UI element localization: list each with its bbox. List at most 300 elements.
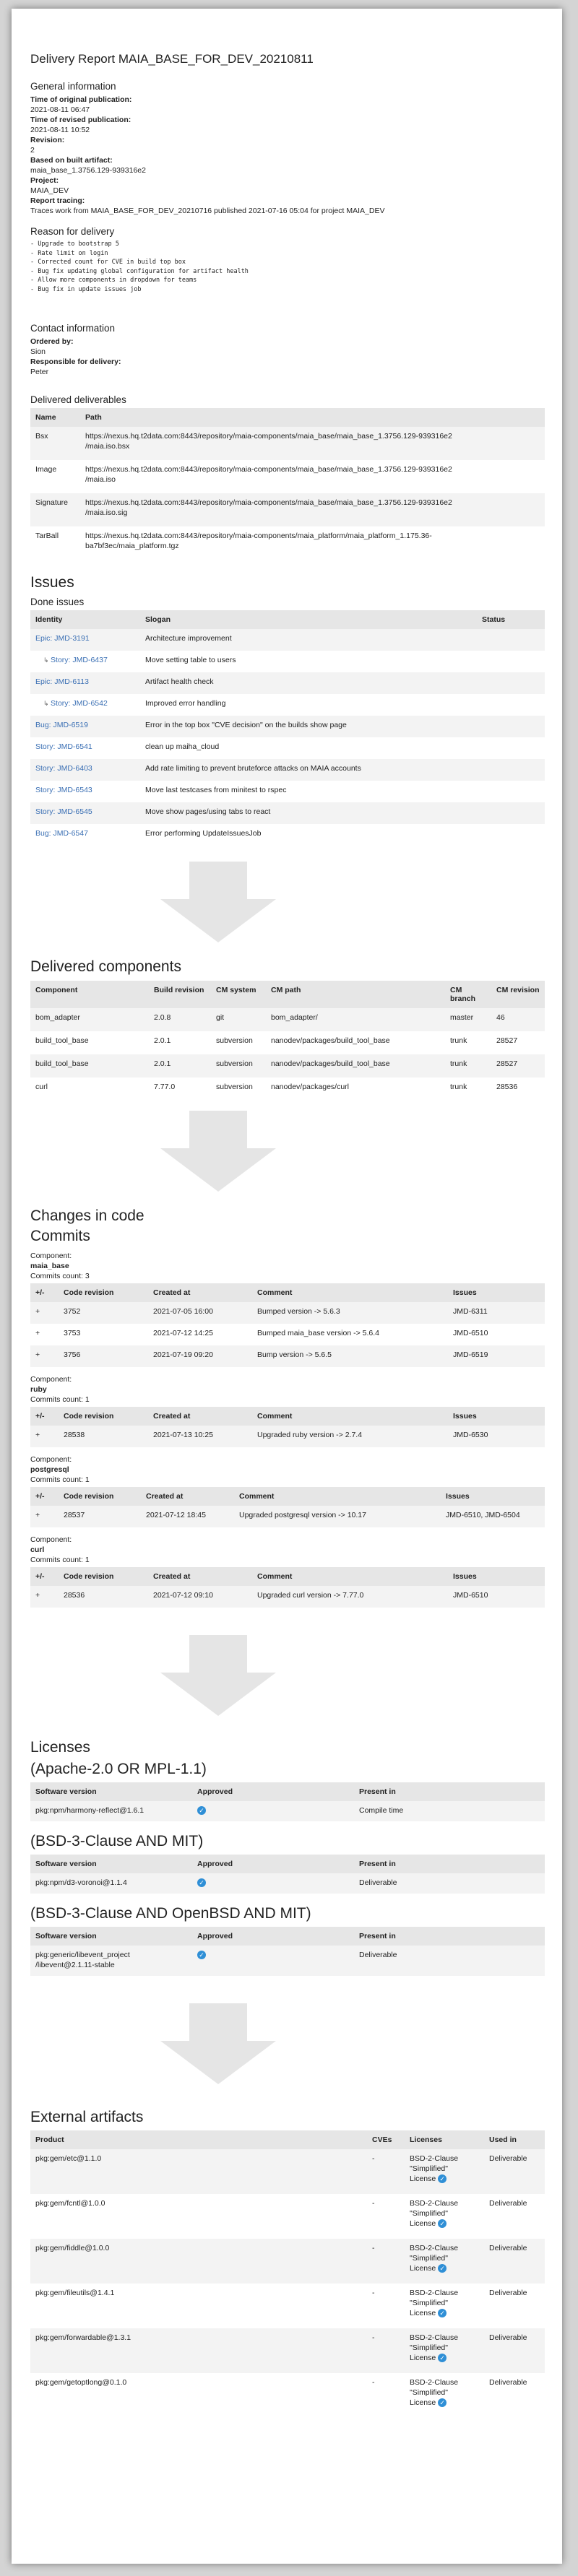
cm-revision: 28527: [496, 1036, 518, 1045]
deliverable-name: Signature: [30, 493, 80, 526]
down-arrow-icon: [160, 862, 276, 942]
commit-comment: Bumped version -> 5.6.3: [252, 1302, 448, 1324]
column-header: Issues: [448, 1567, 545, 1586]
reason-line: - Bug fix updating global configuration for artifact health: [30, 267, 249, 275]
column-header: +/-: [30, 1567, 59, 1586]
issue-slogan: Artifact health check: [140, 672, 477, 694]
field-label: Time of original publication:: [30, 95, 132, 104]
section-divider: [30, 862, 545, 958]
field-value: maia_base_1.3756.129-939316e2: [30, 166, 146, 175]
column-header: +/-: [30, 1283, 59, 1302]
commits-table: [30, 1567, 545, 1608]
column-header: +/-: [30, 1487, 59, 1506]
reason-section: [30, 226, 545, 294]
cm-branch: trunk: [450, 1036, 467, 1045]
component-name: ruby: [30, 1385, 47, 1394]
deliverable-name: Bsx: [30, 427, 80, 460]
issue-slogan: Architecture improvement: [140, 629, 477, 651]
column-header: Software version: [30, 1782, 192, 1801]
column-header: Code revision: [59, 1487, 141, 1506]
column-header: Issues: [448, 1283, 545, 1302]
cm-path: nanodev/packages/build_tool_base: [271, 1036, 390, 1045]
child-arrow-icon: ↳: [43, 656, 51, 664]
down-arrow-icon: [160, 1635, 276, 1716]
deliverable-path: [80, 526, 545, 560]
column-header: Created at: [148, 1407, 252, 1426]
contact-heading: Contact information: [30, 323, 116, 334]
change-sign: +: [30, 1426, 59, 1447]
down-arrow-icon: [160, 1111, 276, 1192]
path-line: /maia.iso: [85, 475, 116, 484]
commit-comment: Upgraded postgresql version -> 10.17: [234, 1506, 441, 1527]
field-value: 2: [30, 146, 35, 155]
field-value: MAIA_DEV: [30, 186, 69, 195]
child-arrow-icon: ↳: [43, 700, 51, 707]
created-at: 2021-07-12 09:10: [148, 1586, 252, 1608]
license-line: "Simplified": [410, 2164, 448, 2173]
commits-count: Commits count: 1: [30, 1395, 90, 1404]
table-row: [30, 1873, 545, 1894]
table-row: [30, 629, 545, 651]
change-sign: +: [30, 1586, 59, 1608]
license-line: License: [410, 2309, 436, 2317]
product: pkg:gem/fcntl@1.0.0: [35, 2199, 105, 2208]
column-header: Present in: [354, 1782, 545, 1801]
column-header: Code revision: [59, 1407, 148, 1426]
general-information: [30, 81, 545, 216]
commit-comment: Upgraded curl version -> 7.77.0: [252, 1586, 448, 1608]
build-revision: 2.0.1: [149, 1054, 211, 1077]
field-label: Time of revised publication:: [30, 116, 131, 124]
deliverable-path: [80, 427, 545, 460]
issue-status: [477, 802, 545, 824]
contact-fields: [30, 337, 545, 377]
cm-path: nanodev/packages/curl: [271, 1083, 349, 1091]
issue-status: [477, 716, 545, 737]
issue-status: [477, 759, 545, 781]
code-revision: 28538: [59, 1426, 148, 1447]
cm-branch: trunk: [450, 1083, 467, 1091]
license-cell: [405, 2373, 484, 2418]
issue-link[interactable]: Story: JMD-6545: [35, 807, 92, 816]
reason-heading: Reason for delivery: [30, 226, 115, 237]
code-revision: 28537: [59, 1506, 141, 1527]
column-header: Created at: [148, 1283, 252, 1302]
reason-line: - Upgrade to bootstrap 5: [30, 240, 119, 248]
table-row: [30, 1801, 545, 1821]
license-line: "Simplified": [410, 2254, 448, 2263]
software-line: pkg:generic/libevent_project: [35, 1951, 130, 1959]
table-row: [30, 1324, 545, 1345]
column-header: Approved: [192, 1782, 354, 1801]
license-line: BSD-2-Clause: [410, 2154, 459, 2163]
cm-revision: 28527: [491, 1054, 545, 1077]
issue-slogan: clean up maiha_cloud: [145, 742, 220, 751]
column-header: Status: [477, 610, 545, 629]
change-sign: +: [35, 1329, 40, 1337]
commit-issues: JMD-6519: [448, 1345, 545, 1367]
license-line: BSD-2-Clause: [410, 2199, 459, 2208]
issue-status: [477, 651, 545, 672]
issue-link[interactable]: Story: JMD-6437: [51, 656, 108, 664]
created-at: 2021-07-13 10:25: [148, 1426, 252, 1447]
deliverable-name: Image: [35, 465, 57, 474]
build-revision: 2.0.1: [154, 1036, 171, 1045]
product: pkg:gem/fiddle@1.0.0: [30, 2239, 367, 2284]
commit-issues: JMD-6510: [448, 1586, 545, 1608]
component-name: curl: [30, 1545, 45, 1554]
issue-link[interactable]: Bug: JMD-6519: [35, 721, 88, 729]
reason-line: - Allow more components in dropdown for teams: [30, 277, 197, 284]
license-line: License: [410, 2264, 436, 2273]
table-row: [30, 427, 545, 460]
table-row: [30, 1031, 545, 1054]
responsible-label: Responsible for delivery:: [30, 357, 121, 366]
issue-link[interactable]: Story: JMD-6542: [51, 699, 108, 708]
cm-revision: 46: [491, 1008, 545, 1031]
change-sign: +: [30, 1345, 59, 1367]
column-header: Issues: [441, 1487, 545, 1506]
used-in: Deliverable: [489, 2378, 527, 2387]
column-header: Build revision: [149, 981, 211, 1008]
path-line: https://nexus.hq.t2data.com:8443/repository/maia-components/maia_base/maia_base_1.3756.129-939316e2: [85, 498, 452, 507]
deliverables-heading: Delivered deliverables: [30, 394, 126, 405]
section-divider: [30, 1111, 545, 1207]
product: pkg:gem/forwardable@1.3.1: [30, 2328, 367, 2373]
commit-comment: Upgraded ruby version -> 2.7.4: [252, 1426, 448, 1447]
deliverables-section: [30, 394, 545, 560]
column-header: Identity: [30, 610, 140, 629]
commits-table: [30, 1487, 545, 1527]
issue-link[interactable]: Epic: JMD-3191: [35, 634, 90, 643]
cm-branch: trunk: [445, 1054, 491, 1077]
license-line: BSD-2-Clause: [410, 2289, 459, 2297]
commits-count: Commits count: 3: [30, 1272, 90, 1280]
license-line: License: [410, 2219, 436, 2228]
column-header: CVEs: [367, 2130, 405, 2149]
check-circle-icon: ✓: [197, 1878, 206, 1887]
table-row: [30, 781, 545, 802]
table-row: [30, 2194, 545, 2239]
cve-count: -: [367, 2328, 405, 2373]
build-revision: 7.77.0: [154, 1083, 176, 1091]
issue-slogan: Move show pages/using tabs to react: [140, 802, 477, 824]
table-row: [30, 2328, 545, 2373]
commits-count: Commits count: 1: [30, 1556, 90, 1564]
license-cell: [405, 2194, 484, 2239]
code-revision: 3752: [59, 1302, 148, 1324]
change-sign: +: [30, 1302, 59, 1324]
used-in: Deliverable: [484, 2239, 545, 2284]
created-at: 2021-07-19 09:20: [148, 1345, 252, 1367]
table-row: [30, 672, 545, 694]
table-row: [30, 694, 545, 716]
components-section: [30, 958, 545, 1101]
code-revision: 3753: [64, 1329, 81, 1337]
column-header: Present in: [354, 1927, 545, 1946]
check-circle-icon: ✓: [197, 1951, 206, 1959]
path-line: /maia.iso.sig: [85, 508, 128, 517]
cve-count: -: [367, 2149, 405, 2194]
software-version: pkg:npm/d3-voronoi@1.1.4: [30, 1873, 192, 1894]
created-at: 2021-07-12 18:45: [141, 1506, 234, 1527]
check-circle-icon: ✓: [438, 2174, 447, 2183]
software-version: pkg:npm/harmony-reflect@1.6.1: [30, 1801, 192, 1821]
column-header: Name: [30, 408, 80, 427]
issue-slogan: Add rate limiting to prevent bruteforce attacks on MAIA accounts: [140, 759, 477, 781]
ordered-by-label: Ordered by:: [30, 337, 74, 346]
column-header: Product: [30, 2130, 367, 2149]
issue-status: [477, 672, 545, 694]
table-row: [30, 1946, 545, 1976]
software-version: [30, 1946, 192, 1976]
license-line: License: [410, 2398, 436, 2407]
licenses-heading: Licenses: [30, 1739, 90, 1756]
column-header: CM branch: [445, 981, 491, 1008]
cm-path: nanodev/packages/build_tool_base: [266, 1054, 445, 1077]
path-line: https://nexus.hq.t2data.com:8443/repository/maia-components/maia_base/maia_base_1.3756.129-939316e2: [85, 432, 452, 441]
license-line: License: [410, 2174, 436, 2183]
reason-line: - Rate limit on login: [30, 249, 108, 257]
component-name: curl: [35, 1083, 48, 1091]
column-header: Component: [30, 981, 149, 1008]
license-line: BSD-2-Clause: [410, 2333, 459, 2342]
issue-link[interactable]: Story: JMD-6543: [35, 786, 92, 794]
license-line: "Simplified": [410, 2388, 448, 2397]
issue-link[interactable]: Epic: JMD-6113: [35, 677, 89, 686]
issue-slogan: Move last testcases from minitest to rspec: [145, 786, 287, 794]
done-issues-heading: Done issues: [30, 597, 85, 607]
issue-status: [477, 781, 545, 802]
table-row: [30, 1586, 545, 1608]
path-line: ba7bf3ec/maia_platform.tgz: [85, 542, 179, 550]
licenses-section: [30, 1739, 545, 1976]
down-arrow-icon: [160, 2003, 276, 2084]
column-header: Path: [80, 408, 545, 427]
table-row: [30, 2284, 545, 2328]
reason-list: [30, 240, 545, 294]
build-revision: 2.0.8: [149, 1008, 211, 1031]
column-header: Comment: [252, 1283, 448, 1302]
table-row: [30, 1054, 545, 1077]
column-header: CM system: [211, 981, 266, 1008]
report-page: [12, 9, 562, 2564]
column-header: +/-: [30, 1407, 59, 1426]
license-line: BSD-2-Clause: [410, 2378, 459, 2387]
license-table: [30, 1855, 545, 1894]
issues-section: [30, 574, 545, 846]
column-header: Comment: [252, 1567, 448, 1586]
check-circle-icon: ✓: [438, 2354, 447, 2362]
deliverables-table: [30, 408, 545, 560]
reason-line: - Corrected count for CVE in build top box: [30, 259, 186, 266]
cm-path: bom_adapter/: [266, 1008, 445, 1031]
contact-section: [30, 323, 545, 377]
column-header: Licenses: [405, 2130, 484, 2149]
column-header: Approved: [192, 1927, 354, 1946]
commit-comment: Bump version -> 5.6.5: [252, 1345, 448, 1367]
component-label: Component:: [30, 1455, 72, 1464]
column-header: Slogan: [140, 610, 477, 629]
present-in: Deliverable: [354, 1873, 545, 1894]
table-row: [30, 651, 545, 672]
deliverable-path: [80, 493, 545, 526]
column-header: Approved: [192, 1855, 354, 1873]
changes-section: [30, 1207, 545, 1608]
table-row: [30, 759, 545, 781]
cve-count: -: [367, 2239, 405, 2284]
commit-issues: JMD-6510: [453, 1329, 488, 1337]
table-row: [30, 493, 545, 526]
table-row: [30, 737, 545, 759]
table-row: [30, 1345, 545, 1367]
column-header: CM revision: [491, 981, 545, 1008]
cm-revision: 28536: [496, 1083, 518, 1091]
commit-comment: Bumped maia_base version -> 5.6.4: [257, 1329, 379, 1337]
used-in: Deliverable: [484, 2328, 545, 2373]
cm-system: subversion: [216, 1083, 253, 1091]
issue-slogan: Improved error handling: [145, 699, 226, 708]
column-header: Used in: [484, 2130, 545, 2149]
section-divider: [30, 1635, 545, 1732]
license-line: "Simplified": [410, 2209, 448, 2218]
commit-issues: JMD-6530: [448, 1426, 545, 1447]
change-sign: +: [30, 1506, 59, 1527]
components-heading: Delivered components: [30, 958, 181, 975]
license-cell: [405, 2149, 484, 2194]
table-row: [30, 1302, 545, 1324]
issue-link[interactable]: Story: JMD-6403: [35, 764, 92, 773]
general-heading: General information: [30, 81, 116, 92]
path-line: https://nexus.hq.t2data.com:8443/repository/maia-components/maia_base/maia_base_1.3756.129-939316e2: [85, 465, 452, 474]
table-row: [30, 802, 545, 824]
path-line: /maia.iso.bsx: [85, 442, 130, 451]
reason-line: - Bug fix in update issues job: [30, 285, 142, 293]
used-in: Deliverable: [484, 2149, 545, 2194]
issue-status: [477, 824, 545, 846]
table-row: [30, 2239, 545, 2284]
responsible-value: Peter: [30, 368, 49, 376]
column-header: Software version: [30, 1855, 192, 1873]
ordered-by-value: Sion: [30, 347, 46, 356]
column-header: Software version: [30, 1927, 192, 1946]
table-row: [30, 1008, 545, 1031]
issue-slogan: Error performing UpdateIssuesJob: [145, 829, 262, 838]
field-label: Revision:: [30, 136, 65, 144]
column-header: Comment: [234, 1487, 441, 1506]
column-header: Created at: [141, 1487, 234, 1506]
table-row: [30, 460, 545, 493]
check-circle-icon: ✓: [197, 1806, 206, 1815]
column-header: Issues: [448, 1407, 545, 1426]
column-header: Created at: [148, 1567, 252, 1586]
field-value: 2021-08-11 10:52: [30, 126, 90, 134]
component-label: Component:: [30, 1375, 72, 1384]
column-header: CM path: [266, 981, 445, 1008]
issues-table: [30, 610, 545, 846]
issue-slogan: Move setting table to users: [145, 656, 236, 664]
deliverable-name: TarBall: [35, 532, 59, 540]
check-circle-icon: ✓: [438, 2264, 447, 2273]
section-divider: [30, 2003, 545, 2100]
field-label: Report tracing:: [30, 196, 85, 205]
column-header: Code revision: [59, 1567, 148, 1586]
table-row: [30, 1077, 545, 1101]
software-line: /libevent@2.1.11-stable: [35, 1961, 115, 1969]
general-fields: [30, 95, 545, 216]
issues-heading: Issues: [30, 574, 74, 591]
column-header: Comment: [252, 1407, 448, 1426]
check-circle-icon: ✓: [438, 2309, 447, 2317]
used-in: Deliverable: [489, 2199, 527, 2208]
issue-link[interactable]: Story: JMD-6541: [35, 742, 92, 751]
cm-system: subversion: [211, 1054, 266, 1077]
issue-link[interactable]: Bug: JMD-6547: [35, 829, 88, 838]
product: pkg:gem/getoptlong@0.1.0: [35, 2378, 127, 2387]
field-label: Project:: [30, 176, 59, 185]
commit-issues: JMD-6311: [448, 1302, 545, 1324]
present-in: Compile time: [354, 1801, 545, 1821]
component-name: bom_adapter: [30, 1008, 149, 1031]
code-revision: 3756: [59, 1345, 148, 1367]
external-section: [30, 2109, 545, 2418]
cve-count: -: [372, 2289, 375, 2297]
license-cell: [405, 2239, 484, 2284]
issue-status: [477, 694, 545, 716]
commit-issues: JMD-6510, JMD-6504: [441, 1506, 545, 1527]
license-table: [30, 1782, 545, 1821]
path-line: https://nexus.hq.t2data.com:8443/repository/maia-components/maia_platform/maia_platform_1.175.36-: [85, 532, 432, 540]
license-group-title: (Apache-2.0 OR MPL-1.1): [30, 1761, 207, 1777]
component-name: build_tool_base: [30, 1054, 149, 1077]
cve-count: -: [372, 2199, 375, 2208]
product: pkg:gem/etc@1.1.0: [30, 2149, 367, 2194]
field-value: Traces work from MAIA_BASE_FOR_DEV_20210716 published 2021-07-16 05:04 for project MAIA_DEV: [30, 207, 385, 215]
component-name: maia_base: [30, 1262, 69, 1270]
check-circle-icon: ✓: [438, 2398, 447, 2407]
table-row: [30, 1426, 545, 1447]
commits-count: Commits count: 1: [30, 1475, 90, 1484]
table-row: [30, 2149, 545, 2194]
license-cell: [405, 2284, 484, 2328]
commits-table: [30, 1283, 545, 1367]
license-table: [30, 1927, 545, 1976]
external-table: [30, 2130, 545, 2418]
table-row: [30, 526, 545, 560]
license-group-title: (BSD-3-Clause AND OpenBSD AND MIT): [30, 1905, 311, 1922]
cm-branch: master: [445, 1008, 491, 1031]
component-name: build_tool_base: [35, 1036, 89, 1045]
license-cell: [405, 2328, 484, 2373]
license-group-title: (BSD-3-Clause AND MIT): [30, 1833, 204, 1849]
field-label: Based on built artifact:: [30, 156, 113, 165]
page-title: Delivery Report MAIA_BASE_FOR_DEV_20210811: [30, 52, 314, 66]
column-header: Present in: [354, 1855, 545, 1873]
deliverable-path: [80, 460, 545, 493]
cve-count: -: [372, 2378, 375, 2387]
used-in: Deliverable: [489, 2289, 527, 2297]
present-in: Deliverable: [354, 1946, 545, 1976]
components-table: [30, 981, 545, 1101]
changes-heading: Changes in code: [30, 1207, 144, 1224]
table-row: [30, 716, 545, 737]
issue-status: [477, 737, 545, 759]
component-label: Component:: [30, 1535, 72, 1544]
commits-table: [30, 1407, 545, 1447]
commits-heading: Commits: [30, 1228, 90, 1244]
license-line: "Simplified": [410, 2343, 448, 2352]
created-at: 2021-07-05 16:00: [148, 1302, 252, 1324]
